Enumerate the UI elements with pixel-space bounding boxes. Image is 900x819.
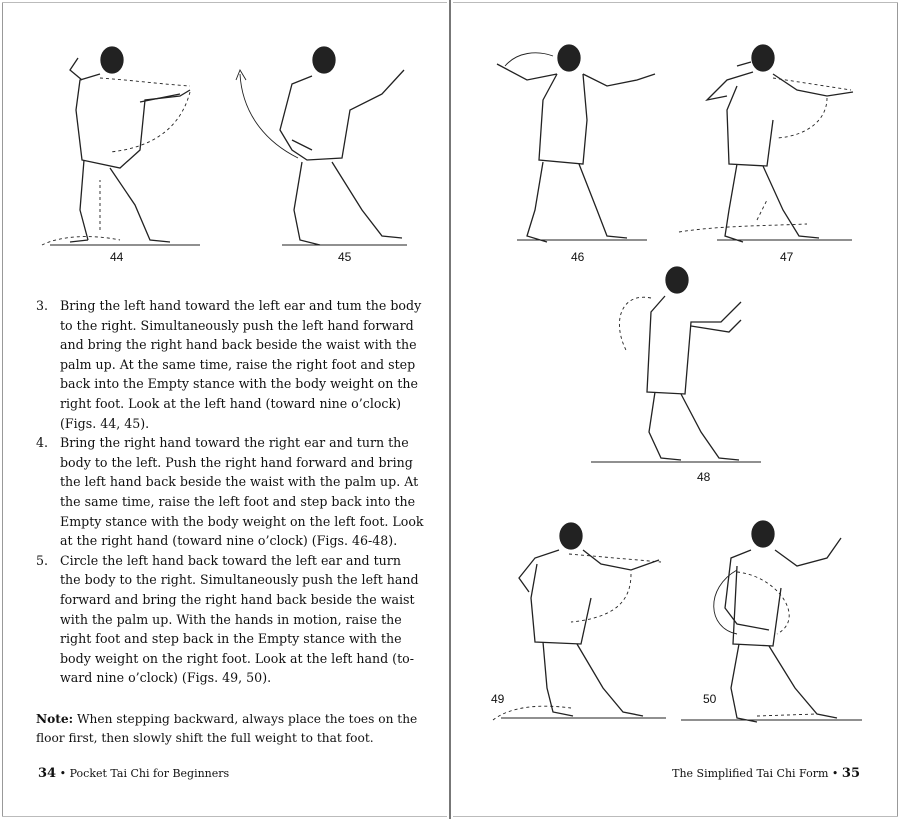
- footer-bullet-right: •: [831, 767, 839, 780]
- note: [36, 710, 426, 748]
- footer-right: [672, 766, 860, 781]
- chapter-title: The Simplified Tai Chi Form: [672, 767, 829, 780]
- note-label: Note:: [36, 712, 74, 726]
- left-page: [0, 0, 449, 819]
- step-text: Circle the left hand back toward the left ear and turn the body to the right. Simultaneously push the left hand forward and bring the right hand back beside the waist with the palm up. With the hands in motion, raise the right foot and step back in the Empty stance with the body weight on the right foot. Look at the left hand (to-ward nine o’clock) (Figs. 49, 50).: [60, 552, 419, 686]
- figure-47: [677, 40, 867, 255]
- step-text: Bring the left hand toward the left ear and tum the body to the right. Simultaneously push the left hand forward and bring the right hand back beside the waist with the palm up. At the same time, raise the right foot and step back into the Empty stance with the body weight on the right foot. Look at the left hand (toward nine o’clock) (Figs. 44, 45).: [60, 298, 422, 431]
- page-number-left: 34: [38, 766, 57, 781]
- figure-49: [491, 518, 671, 733]
- tai-chi-figure-46-illustration: [487, 40, 657, 250]
- tai-chi-figure-45-illustration: [232, 40, 412, 250]
- footer-left: [38, 766, 229, 781]
- page-number-right: 35: [841, 766, 860, 781]
- step-text: Bring the right hand toward the right ear and turn the body to the left. Push the right hand forward and bring the left hand back beside the waist with the palm up. At the same time, raise the left foot and step back into the Empty stance with the body weight on the left foot. Look at the right hand (toward nine o’clock) (Figs. 46-48).: [60, 435, 424, 549]
- step-item: [36, 296, 424, 433]
- tai-chi-figure-44-illustration: [40, 40, 210, 250]
- tai-chi-figure-47-illustration: [677, 40, 867, 250]
- step-number: 4.: [36, 435, 49, 451]
- figure-46-label: 46: [571, 250, 585, 264]
- figure-49-label: 49: [491, 692, 505, 706]
- figure-50-label: 50: [703, 692, 717, 706]
- figure-44: [40, 40, 210, 255]
- step-item: [36, 551, 424, 688]
- step-number: 3.: [36, 298, 49, 313]
- figure-46: [487, 40, 657, 255]
- tai-chi-figure-48-illustration: [591, 262, 771, 472]
- figure-47-label: 47: [780, 250, 794, 264]
- step-item: [36, 433, 424, 551]
- figure-48: [591, 262, 771, 477]
- figure-45-label: 45: [338, 250, 352, 264]
- tai-chi-figure-49-illustration: [491, 518, 671, 728]
- note-text: When stepping backward, always place the toes on the floor first, then slowly shift the full weight to that foot.: [36, 712, 418, 745]
- step-number: 5.: [36, 552, 49, 568]
- instruction-steps: [36, 296, 424, 688]
- footer-bullet-left: •: [59, 767, 67, 780]
- figure-48-label: 48: [697, 470, 711, 484]
- figure-44-label: 44: [110, 250, 124, 264]
- figure-45: [232, 40, 412, 255]
- book-title: Pocket Tai Chi for Beginners: [69, 767, 230, 780]
- right-page: [451, 0, 900, 819]
